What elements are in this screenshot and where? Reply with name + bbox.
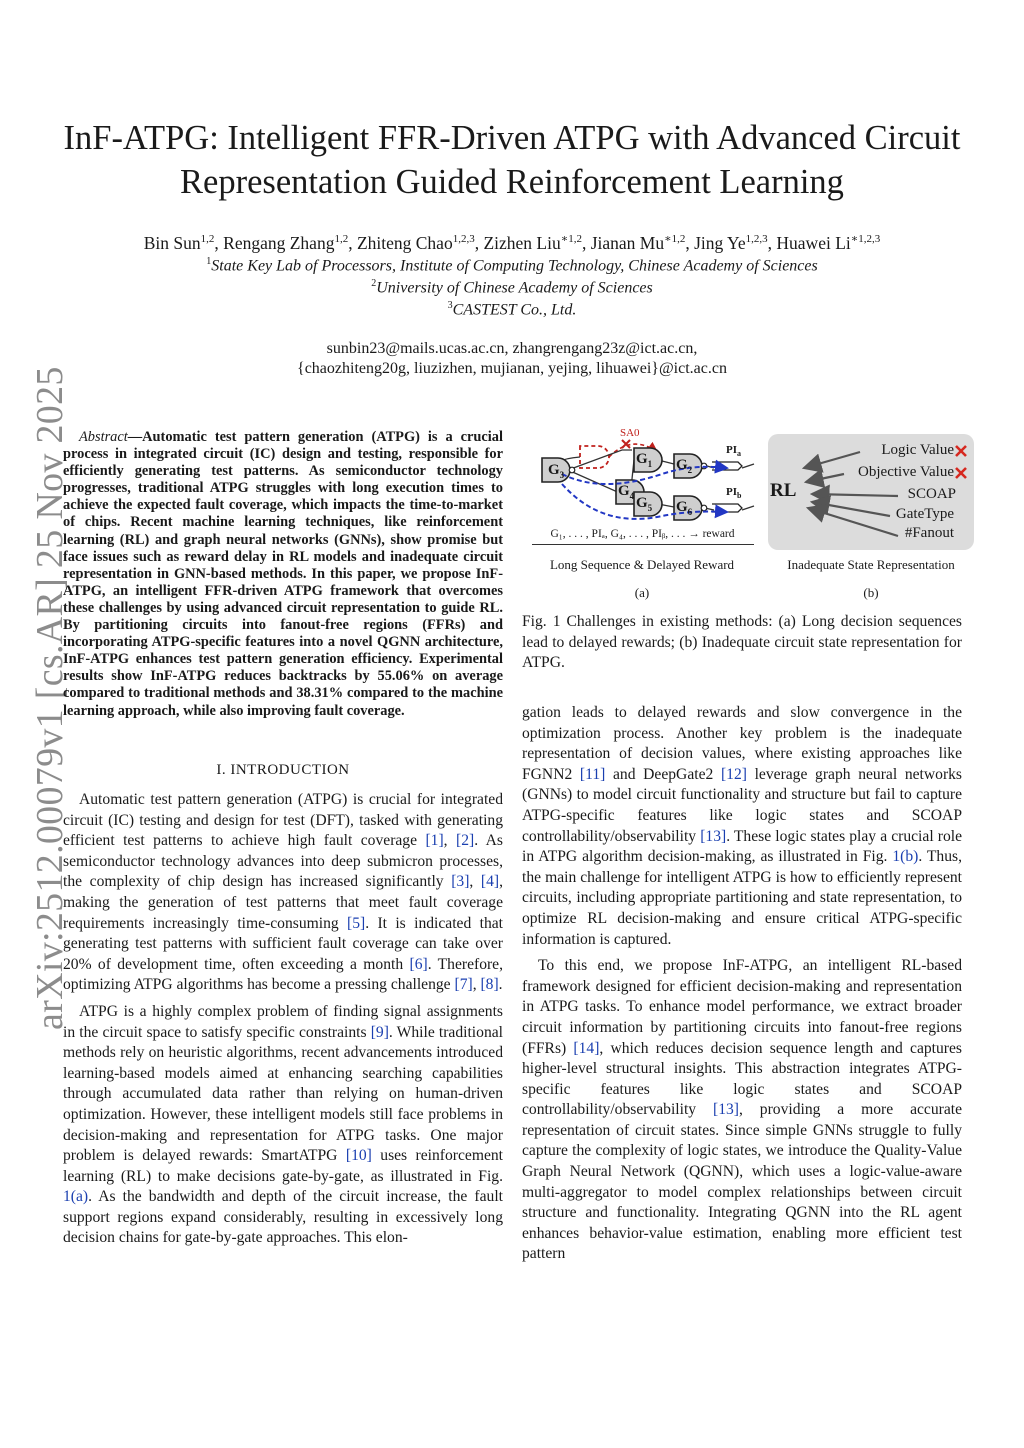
- affiliation-1: $^1$State Key Lab of Processors, Institute of Computing Technology, Chinese Academy of Sciences: [206, 256, 818, 275]
- author-affiliation-marker: ∗1,2: [560, 233, 582, 245]
- gate-label-g2: $G_2$: [676, 457, 693, 475]
- panel-a-caption: Long Sequence & Delayed Reward: [549, 557, 735, 572]
- citation-link[interactable]: 1(b): [892, 848, 919, 866]
- citation-link[interactable]: [13]: [700, 827, 727, 845]
- author-name: Zhiteng Chao: [356, 232, 453, 253]
- body-paragraph: To this end, we propose InF-ATPG, an intelligent RL-based framework designed for efficient decision-making and representation in ATPG tasks. To enhance model performance, we extract broader circuit information by partitioning circuits into fanout-free regions (FFRs) [14], which reduces decision sequence length and captures higher-level structural insights. This abstraction integrates ATPG-specific features like logic states and SCOAP controllability/observability [13], providing a more accurate representation of circuit states. Since simple GNNs struggle to fully capture the complexity of logic states, we introduce the Quality-Value Graph Neural Network (QGNN), which uses a logic-value-aware multi-aggregator to model complex relationships between circuit structure and functionality. Integrating QGNN into the RL agent enhances behavior-value estimation, enabling more efficient test pattern: [522, 957, 962, 1263]
- right-column-body: [522, 703, 962, 1265]
- citation-link[interactable]: [2]: [456, 832, 475, 850]
- pi-b-port-icon: [712, 504, 742, 512]
- arxiv-identifier-stamp: arXiv:2512.00079v1 [cs.AR] 25 Nov 2025: [29, 366, 71, 1030]
- introduction-body: [63, 790, 503, 1249]
- citation-link[interactable]: [9]: [370, 1023, 389, 1041]
- citation-link[interactable]: [7]: [454, 976, 473, 994]
- author-affiliation-marker: ∗1,2: [664, 233, 686, 245]
- email-line-2: {chaozhiteng20g, liuzizhen, mujianan, yejing, lihuawei}@ict.ac.cn: [297, 360, 727, 377]
- pi-a-port-icon: [712, 462, 742, 470]
- author-affiliation-marker: 1,2,3: [745, 233, 768, 245]
- email-line-1: sunbin23@mails.ucas.ac.cn, zhangrengang23z@ict.ac.cn,: [326, 340, 698, 357]
- panel-b-letter: (b): [863, 585, 879, 600]
- feature-fanout: #Fanout: [904, 525, 954, 541]
- sequence-bracket: [532, 544, 754, 545]
- citation-link[interactable]: [5]: [347, 914, 366, 932]
- affiliation-2: $^2$University of Chinese Academy of Sciences: [371, 278, 653, 297]
- citation-link[interactable]: [13]: [713, 1101, 739, 1119]
- abstract: [63, 429, 503, 720]
- pi-b-label: $PI_b$: [726, 486, 742, 501]
- citation-link[interactable]: 1(a): [63, 1188, 89, 1206]
- author-name: Bin Sun: [143, 232, 201, 253]
- rl-agent-label: RL: [770, 480, 797, 501]
- citation-link[interactable]: [8]: [480, 976, 499, 994]
- author-affiliation-marker: 1,2: [200, 233, 215, 245]
- gate-label-g5: $G_5$: [636, 495, 653, 513]
- citation-link[interactable]: [6]: [409, 955, 428, 973]
- gate-label-g6: $G_6$: [676, 499, 693, 517]
- citation-link[interactable]: [11]: [579, 765, 606, 783]
- citation-link[interactable]: [10]: [345, 1147, 372, 1165]
- author-name: Jing Ye: [694, 232, 746, 253]
- author-name: Huawei Li: [776, 232, 851, 253]
- gate-label-g3: $G_3$: [548, 462, 565, 480]
- affiliation-3: $^3$CASTEST Co., Ltd.: [447, 300, 577, 319]
- fault-site-icon: [622, 440, 630, 448]
- body-paragraph: gation leads to delayed rewards and slow convergence in the optimization process. Another key problem is the inadequate representation of decision values, where existing approaches like FGNN2 [11] and DeepGate2 [12] leverage graph neural networks (GNNs) to model circuit functionality and structure but fail to capture ATPG-specific features like logic states and SCOAP controllability/observability [13]. These logic states play a crucial role in ATPG algorithm decision-making, as illustrated in Fig. 1(b). Thus, the main challenge for intelligent ATPG is how to efficiently represent circuits, including appropriate partitioning and state representation, to optimize RL decision-making and ensure critical ATPG-specific information is captured.: [522, 704, 962, 948]
- body-paragraph: Automatic test pattern generation (ATPG) is crucial for integrated circuit (IC) testing and design for test (DFT), tasked with generating efficient test patterns to achieve high fault coverage [1], [2]. As semiconductor technology advances into deep submicron processes, the complexity of chip design has increased significantly [3], [4], making the generation of test patterns that meet fault coverage requirements increasingly time-consuming [5]. It is indicated that generating test patterns with sufficient fault coverage can take over 20% of development time, often exceeding a month [6]. Therefore, optimizing ATPG algorithms has become a pressing challenge [7], [8].: [63, 791, 504, 994]
- paper-title: InF-ATPG: Intelligent FFR-Driven ATPG with Advanced Circuit Representation Guided Reinforcement Learning: [63, 119, 961, 201]
- citation-link[interactable]: [3]: [451, 873, 470, 891]
- pi-a-label: $PI_a$: [726, 444, 741, 459]
- abstract-lead: Abstract: [79, 429, 128, 445]
- gate-label-g1: $G_1$: [636, 451, 653, 469]
- section-heading: I. INTRODUCTION: [216, 762, 350, 778]
- author-affiliation-marker: 1,2,3: [452, 233, 475, 245]
- panel-b-caption: Inadequate State Representation: [787, 557, 955, 572]
- panel-a-letter: (a): [634, 585, 650, 600]
- citation-link[interactable]: [4]: [480, 873, 500, 891]
- feature-scoap: SCOAP: [907, 486, 956, 502]
- abstract-text: —Automatic test pattern generation (ATPG) is a crucial process in integrated circuit (IC) design and testing, responsible for efficiently generating test patterns. As semiconductor technology progresses, traditional ATPG struggles with long execution times to achieve the expected fault coverage, which impacts the time-to-market of chips. Recent machine learning techniques, like reinforcement learning (RL) and graph neural networks (GNNs), show promise but face issues such as reward delay in RL models and inadequate circuit representation in GNN-based methods. In this paper, we propose InF-ATPG, an intelligent FFR-driven ATPG framework that overcomes these challenges by using advanced circuit representation to guide RL. By partitioning circuits into fanout-free regions (FFRs) and incorporating ATPG-specific features into a novel QGNN architecture, InF-ATPG enhances test pattern generation efficiency. Experimental results show InF-ATPG reduces backtracks by 55.06% on average compared to traditional methods and 38.31% compared to the machine learning approach, while also improving fault coverage.: [63, 429, 503, 719]
- fault-label: SA0: [620, 427, 640, 439]
- feature-objective-value: Objective Value: [858, 464, 954, 480]
- body-paragraph: ATPG is a highly complex problem of finding signal assignments in the circuit space to satisfy specific constraints [9]. While traditional methods rely on heuristic algorithms, recent advancements introduced learning-based models aimed at enhancing searching capabilities through accumulated data rather than relying on human-driven optimization. However, these intelligent models still face problems in decision-making and representation for ATPG tasks. One major problem is delayed rewards: SmartATPG [10] uses reinforcement learning (RL) to make decisions gate-by-gate, as illustrated in Fig. 1(a). As the bandwidth and depth of the circuit increase, the fault support regions expand considerably, resulting in excessively long decision chains for gate-by-gate approaches. This elon-: [63, 1002, 503, 1247]
- author-list: Bin Sun$^{1,2}$, Rengang Zhang$^{1,2}$, Zhiteng Chao$^{1,2,3}$, Zizhen Liu$^{∗1,2}$, Jianan $Mu^{∗1,2}$, Jing Ye$^{1,2,3}$, Huawei $Li^{∗1,2,3}$: [143, 232, 881, 253]
- citation-link[interactable]: [12]: [720, 765, 747, 783]
- author-affiliation-marker: ∗1,2,3: [850, 233, 881, 245]
- figure-1-caption: Fig. 1 Challenges in existing methods: (a) Long decision sequences lead to delayed rewards; (b) Inadequate circuit state representation for ATPG.: [522, 613, 962, 672]
- citation-link[interactable]: [1]: [425, 832, 444, 850]
- author-name: Zizhen Liu: [483, 232, 561, 253]
- author-name: Rengang Zhang: [223, 232, 335, 253]
- decision-sequence: G₁, . . . , PIₐ, G₄, . . . , PIᵦ, . . . → reward: [550, 528, 735, 540]
- citation-link[interactable]: [14]: [573, 1039, 600, 1057]
- feature-logic-value: Logic Value: [881, 442, 954, 458]
- author-affiliation-marker: 1,2: [334, 233, 349, 245]
- feature-gatetype: GateType: [895, 506, 954, 522]
- gate-label-g4: $G_4$: [618, 483, 635, 501]
- author-name: Jianan Mu: [590, 232, 665, 253]
